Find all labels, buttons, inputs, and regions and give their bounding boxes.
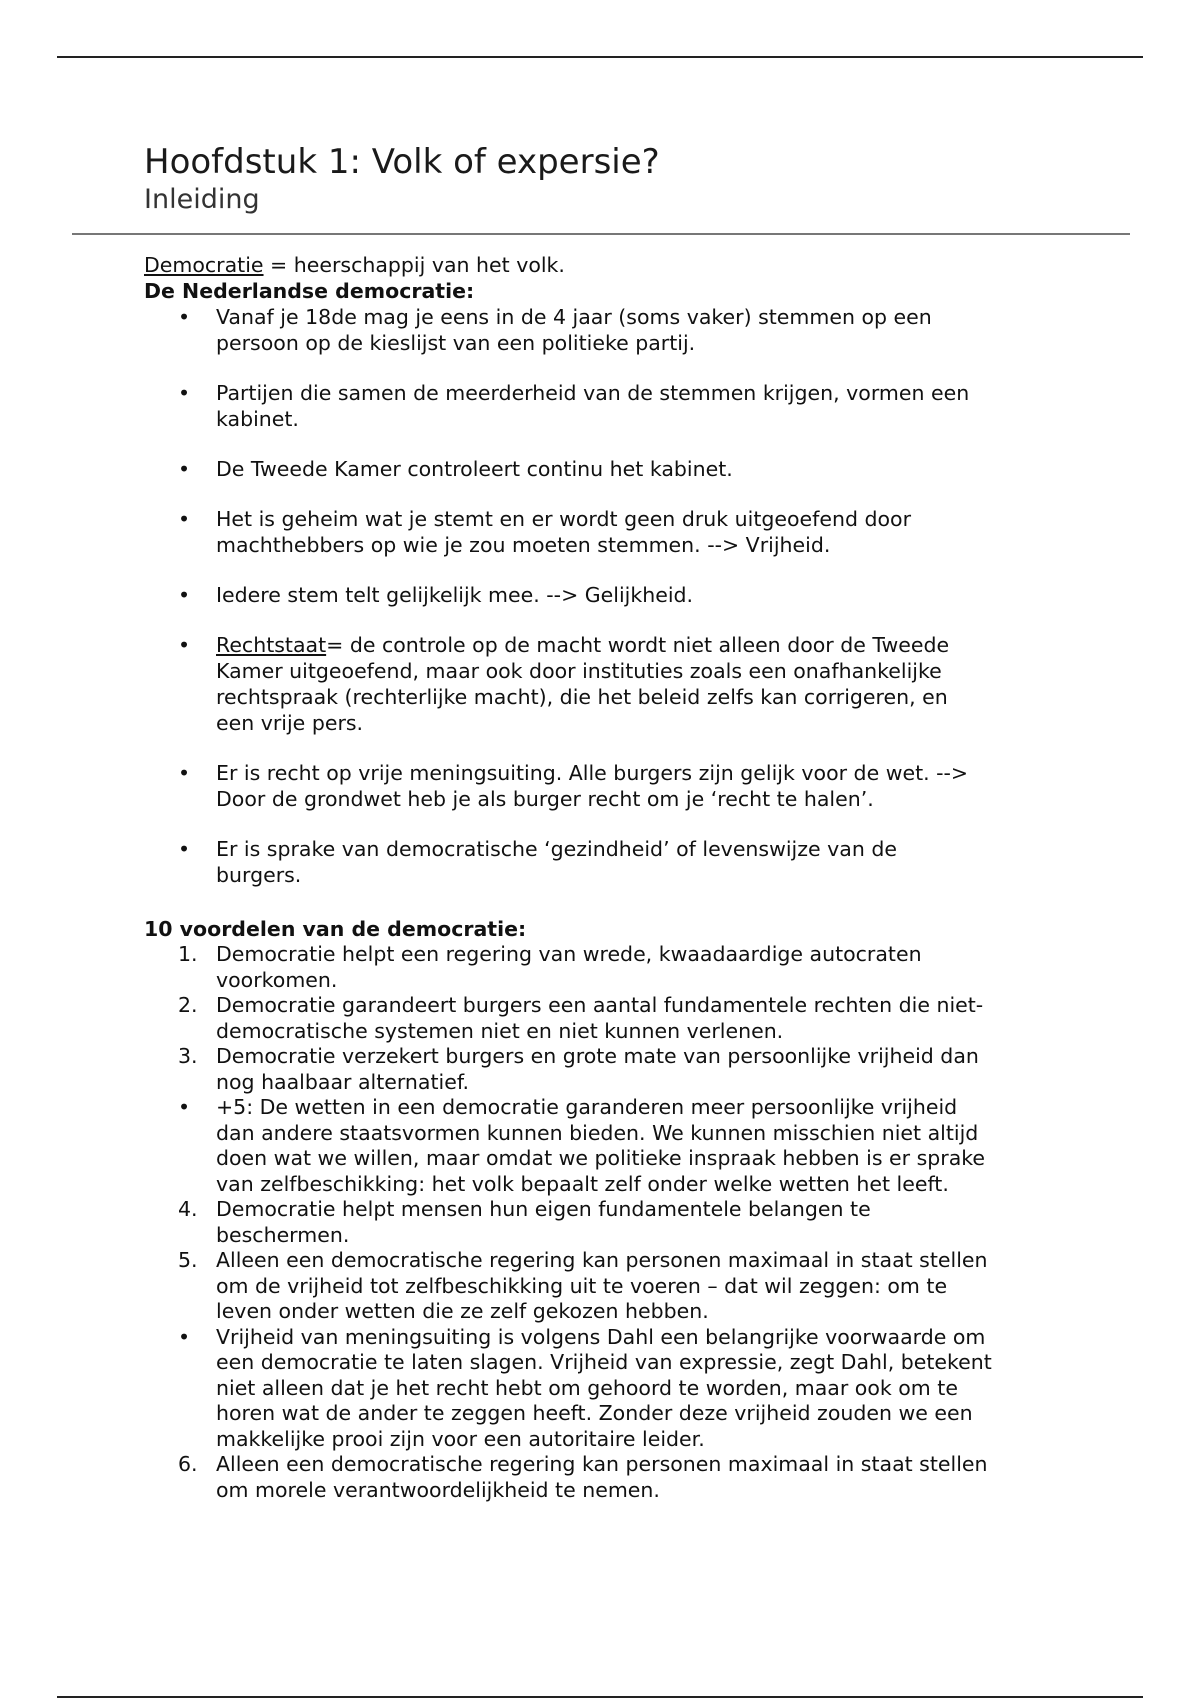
list-item-line: democratische systemen niet en niet kunnen verlenen. bbox=[216, 1018, 784, 1043]
list-item bbox=[144, 1248, 1074, 1325]
list-item-rechtstaat bbox=[144, 632, 1074, 736]
document-body bbox=[144, 252, 1074, 1503]
list-marker: 1. bbox=[178, 942, 198, 966]
section-heading-dutch-democracy: De Nederlandse democratie: bbox=[144, 279, 475, 303]
list-item-line: leven onder wetten die ze zelf gekozen hebben. bbox=[216, 1299, 709, 1323]
list-marker: 4. bbox=[178, 1197, 198, 1221]
list-marker: • bbox=[178, 1095, 191, 1119]
democracy-term: Democratie bbox=[144, 253, 264, 277]
list-item-line: horen wat de ander te zeggen heeft. Zonder deze vrijheid zouden we een bbox=[216, 1401, 973, 1425]
list-item-line: Democratie helpt mensen hun eigen fundamentele belangen te bbox=[216, 1197, 871, 1221]
page-bottom-rule bbox=[57, 1696, 1143, 1698]
list-item-line: Door de grondwet heb je als burger recht om je ‘recht te halen’. bbox=[216, 787, 874, 811]
list-item bbox=[144, 993, 1074, 1044]
list-item-line: • De Tweede Kamer controleert continu het kabinet. bbox=[216, 457, 733, 481]
list-item-line: niet alleen dat je het recht hebt om gehoord te worden, maar ook om te bbox=[216, 1375, 958, 1400]
list-item bbox=[144, 1325, 1074, 1453]
list-item-line: Kamer uitgeoefend, maar ook door instituties zoals een onafhankelijke bbox=[216, 659, 942, 683]
list-item bbox=[144, 1197, 1074, 1248]
list-item-line bbox=[216, 632, 1074, 658]
list-item-line: • Vanaf je 18de mag je eens in de 4 jaar (soms vaker) stemmen op een bbox=[216, 305, 932, 329]
list-marker: 6. bbox=[178, 1452, 198, 1476]
section-heading-advantages: 10 voordelen van de democratie: bbox=[144, 917, 527, 941]
list-item-line: • Er is recht op vrije meningsuiting. Alle burgers zijn gelijk voor de wet. --> bbox=[216, 761, 969, 785]
dutch-democracy-list bbox=[144, 304, 1074, 888]
list-item-line: makkelijke prooi zijn voor een autoritaire leider. bbox=[216, 1426, 705, 1451]
list-item-line: om de vrijheid tot zelfbeschikking uit te voeren – dat wil zeggen: om te bbox=[216, 1273, 948, 1298]
list-item bbox=[144, 1044, 1074, 1095]
list-item bbox=[144, 506, 1074, 558]
list-item-line: • Het is geheim wat je stemt en er wordt geen druk uitgeoefend door bbox=[216, 507, 912, 531]
list-item-line: om morele verantwoordelijkheid te nemen. bbox=[216, 1477, 660, 1502]
list-item-line: • Er is sprake van democratische ‘gezindheid’ of levenswijze van de bbox=[216, 837, 897, 861]
list-item-line: persoon op de kieslijst van een politieke partij. bbox=[216, 331, 696, 355]
list-item bbox=[144, 1095, 1074, 1197]
page-title: Hoofdstuk 1: Volk of expersie? bbox=[144, 142, 660, 182]
list-marker: 3. bbox=[178, 1044, 198, 1068]
rechtstaat-term: Rechtstaat bbox=[216, 633, 327, 657]
title-divider bbox=[72, 233, 1130, 235]
list-item-line: • Partijen die samen de meerderheid van de stemmen krijgen, vormen een bbox=[216, 381, 970, 405]
list-item-line: rechtspraak (rechterlijke macht), die het beleid zelfs kan corrigeren, en bbox=[216, 685, 948, 709]
democracy-definition bbox=[144, 252, 1074, 278]
list-item-line: Alleen een democratische regering kan personen maximaal in staat stellen bbox=[216, 1452, 988, 1476]
list-marker: • bbox=[178, 1324, 191, 1349]
list-item bbox=[144, 380, 1074, 432]
list-item-line: beschermen. bbox=[216, 1222, 350, 1247]
list-item-line: burgers. bbox=[216, 863, 302, 887]
page-subtitle: Inleiding bbox=[144, 184, 260, 215]
advantages-list bbox=[144, 942, 1074, 1503]
list-item bbox=[144, 760, 1074, 812]
list-item-line: machthebbers op wie je zou moeten stemmen. --> Vrijheid. bbox=[216, 533, 831, 557]
list-item bbox=[144, 582, 1074, 608]
list-item-line: Alleen een democratische regering kan personen maximaal in staat stellen bbox=[216, 1248, 988, 1272]
list-item-line: Vrijheid van meningsuiting is volgens Dahl een belangrijke voorwaarde om bbox=[216, 1324, 986, 1349]
list-item-line: doen wat we willen, maar omdat we politieke inspraak hebben is er sprake bbox=[216, 1146, 986, 1170]
list-item-line: nog haalbaar alternatief. bbox=[216, 1069, 470, 1094]
rechtstaat-definition: = de controle op de macht wordt niet alleen door de Tweede bbox=[326, 633, 950, 657]
list-item-line: van zelfbeschikking: het volk bepaalt zelf onder welke wetten het leeft. bbox=[216, 1171, 949, 1196]
list-item-line: +5: De wetten in een democratie garanderen meer persoonlijke vrijheid bbox=[216, 1095, 958, 1119]
list-item-line: dan andere staatsvormen kunnen bieden. We kunnen misschien niet altijd bbox=[216, 1120, 979, 1145]
democracy-definition-text: = heerschappij van het volk. bbox=[263, 253, 565, 277]
list-item bbox=[144, 836, 1074, 888]
list-item-line: kabinet. bbox=[216, 407, 299, 431]
list-item-line: Democratie helpt een regering van wrede, kwaadaardige autocraten bbox=[216, 942, 922, 966]
list-item bbox=[144, 942, 1074, 993]
list-item-line: Democratie garandeert burgers een aantal fundamentele rechten die niet- bbox=[216, 993, 984, 1017]
list-item bbox=[144, 456, 1074, 482]
list-item-line: voorkomen. bbox=[216, 967, 338, 992]
list-item-line: een vrije pers. bbox=[216, 711, 364, 735]
list-item bbox=[144, 1452, 1074, 1503]
page-top-rule bbox=[57, 56, 1143, 58]
list-item-line: • Iedere stem telt gelijkelijk mee. --> Gelijkheid. bbox=[216, 583, 694, 607]
list-item-line: een democratie te laten slagen. Vrijheid van expressie, zegt Dahl, betekent bbox=[216, 1350, 992, 1374]
list-item-line: Democratie verzekert burgers en grote mate van persoonlijke vrijheid dan bbox=[216, 1044, 979, 1068]
list-item bbox=[144, 304, 1074, 356]
list-marker: 2. bbox=[178, 993, 198, 1017]
list-marker: 5. bbox=[178, 1248, 198, 1272]
